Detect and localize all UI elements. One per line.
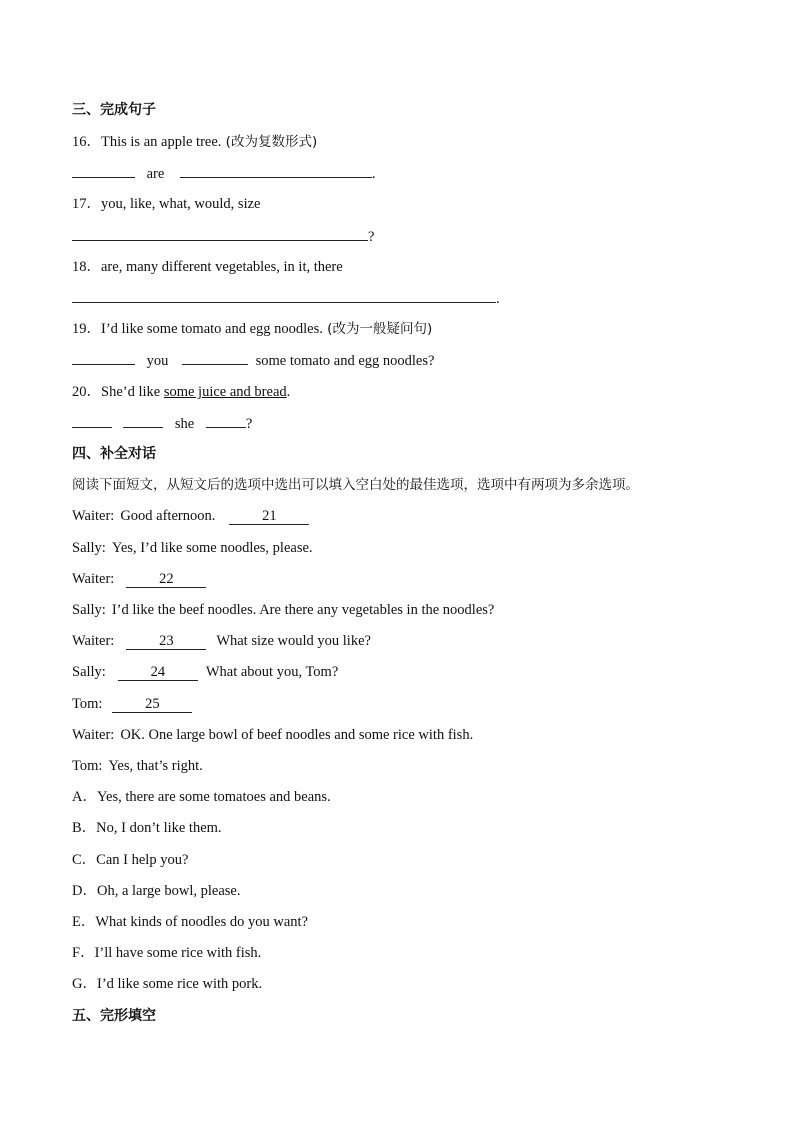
option-g[interactable] — [72, 975, 262, 993]
answer-blank-25[interactable]: 25 — [112, 696, 192, 713]
dialogue-text: OK. One large bowl of beef noodles and some rice with fish. — [120, 727, 474, 743]
answer-word: she — [174, 416, 195, 432]
question-end: . — [286, 384, 291, 400]
dialogue-line — [72, 632, 371, 650]
section-instruction: 阅读下面短文，从短文后的选项中选出可以填入空白处的最佳选项，选项中有两项为多余选项。 — [72, 477, 639, 493]
option-a[interactable] — [72, 788, 331, 806]
answer-end: ? — [368, 229, 375, 245]
dialogue-line — [72, 663, 338, 681]
question-number: 20． — [72, 384, 101, 400]
option-text: No, I don’t like them. — [96, 820, 222, 836]
dialogue-text: Good afternoon. — [120, 508, 216, 524]
answer-end: ? — [245, 416, 253, 432]
section-heading: 四、补全对话 — [72, 446, 156, 462]
speaker: Sally: — [72, 664, 106, 680]
option-d[interactable] — [72, 882, 240, 900]
section-heading: 三、完成句子 — [72, 102, 156, 118]
answer-line-16 — [72, 164, 376, 183]
answer-blank[interactable] — [72, 164, 135, 178]
question-text: you, like, what, would, size — [101, 196, 261, 212]
answer-blank[interactable] — [72, 351, 135, 365]
answer-blank[interactable] — [123, 414, 163, 428]
option-text: I’d like some rice with pork. — [96, 976, 263, 992]
dialogue-line — [72, 726, 473, 744]
answer-blank-22[interactable]: 22 — [126, 571, 206, 588]
option-letter: B． — [72, 820, 97, 836]
question-number: 17． — [72, 196, 101, 212]
question-16 — [72, 133, 317, 151]
speaker: Sally: — [72, 602, 106, 618]
answer-line-20 — [72, 414, 252, 433]
question-note: (改为复数形式) — [221, 134, 318, 150]
answer-blank[interactable] — [72, 227, 368, 241]
dialogue-text: Yes, I’d like some noodles, please. — [111, 540, 313, 556]
option-letter: F． — [72, 945, 95, 961]
answer-tail: some tomato and egg noodles? — [255, 353, 435, 369]
speaker: Waiter: — [72, 633, 115, 649]
option-letter: G． — [72, 976, 97, 992]
answer-blank[interactable] — [180, 164, 372, 178]
dialogue-text: What about you, Tom? — [205, 664, 339, 680]
option-letter: E． — [72, 914, 96, 930]
option-f[interactable] — [72, 944, 261, 962]
underlined-phrase: some juice and bread — [163, 384, 287, 400]
answer-blank[interactable] — [72, 289, 496, 303]
question-number: 18． — [72, 259, 101, 275]
section-heading: 五、完形填空 — [72, 1008, 156, 1024]
speaker: Tom: — [72, 758, 103, 774]
answer-end: . — [496, 291, 500, 307]
speaker: Waiter: — [72, 508, 115, 524]
dialogue-line — [72, 695, 192, 713]
answer-line-17 — [72, 227, 374, 246]
speaker: Waiter: — [72, 727, 115, 743]
dialogue-text: Yes, that’s right. — [108, 758, 203, 774]
dialogue-line — [72, 507, 309, 525]
question-17 — [72, 195, 260, 213]
answer-word: you — [146, 353, 169, 369]
option-letter: A． — [72, 789, 97, 805]
dialogue-line — [72, 539, 313, 557]
answer-end: . — [371, 166, 376, 182]
question-18 — [72, 258, 343, 276]
question-text: She’d like — [101, 384, 164, 400]
question-note: (改为一般疑问句) — [322, 321, 433, 337]
question-number: 16． — [72, 134, 101, 150]
question-number: 19． — [72, 321, 101, 337]
answer-blank[interactable] — [182, 351, 248, 365]
option-letter: D． — [72, 883, 97, 899]
dialogue-line — [72, 601, 494, 619]
option-text: I’ll have some rice with fish. — [94, 945, 262, 961]
option-text: Yes, there are some tomatoes and beans. — [96, 789, 331, 805]
option-e[interactable] — [72, 913, 308, 931]
dialogue-text: I’d like the beef noodles. Are there any vegetables in the noodles? — [111, 602, 495, 618]
speaker: Sally: — [72, 540, 106, 556]
option-letter: C． — [72, 852, 97, 868]
option-text: What kinds of noodles do you want? — [95, 914, 308, 930]
answer-blank-23[interactable]: 23 — [126, 633, 206, 650]
dialogue-text: What size would you like? — [216, 633, 371, 649]
dialogue-line — [72, 757, 203, 775]
answer-line-19 — [72, 351, 434, 370]
answer-blank-21[interactable]: 21 — [229, 508, 309, 525]
question-text: I’d like some tomato and egg noodles. — [101, 321, 323, 337]
option-b[interactable] — [72, 819, 222, 837]
answer-line-18 — [72, 289, 500, 308]
option-c[interactable] — [72, 851, 188, 869]
question-text: are, many different vegetables, in it, there — [101, 259, 343, 275]
question-19 — [72, 320, 432, 338]
speaker: Waiter: — [72, 571, 115, 587]
answer-blank[interactable] — [72, 414, 112, 428]
dialogue-line — [72, 570, 206, 588]
question-20 — [72, 383, 290, 401]
answer-blank[interactable] — [206, 414, 246, 428]
option-text: Can I help you? — [96, 852, 189, 868]
option-text: Oh, a large bowl, please. — [96, 883, 241, 899]
answer-word: are — [146, 166, 165, 182]
question-text: This is an apple tree. — [101, 134, 222, 150]
answer-blank-24[interactable]: 24 — [118, 664, 198, 681]
speaker: Tom: — [72, 696, 103, 712]
